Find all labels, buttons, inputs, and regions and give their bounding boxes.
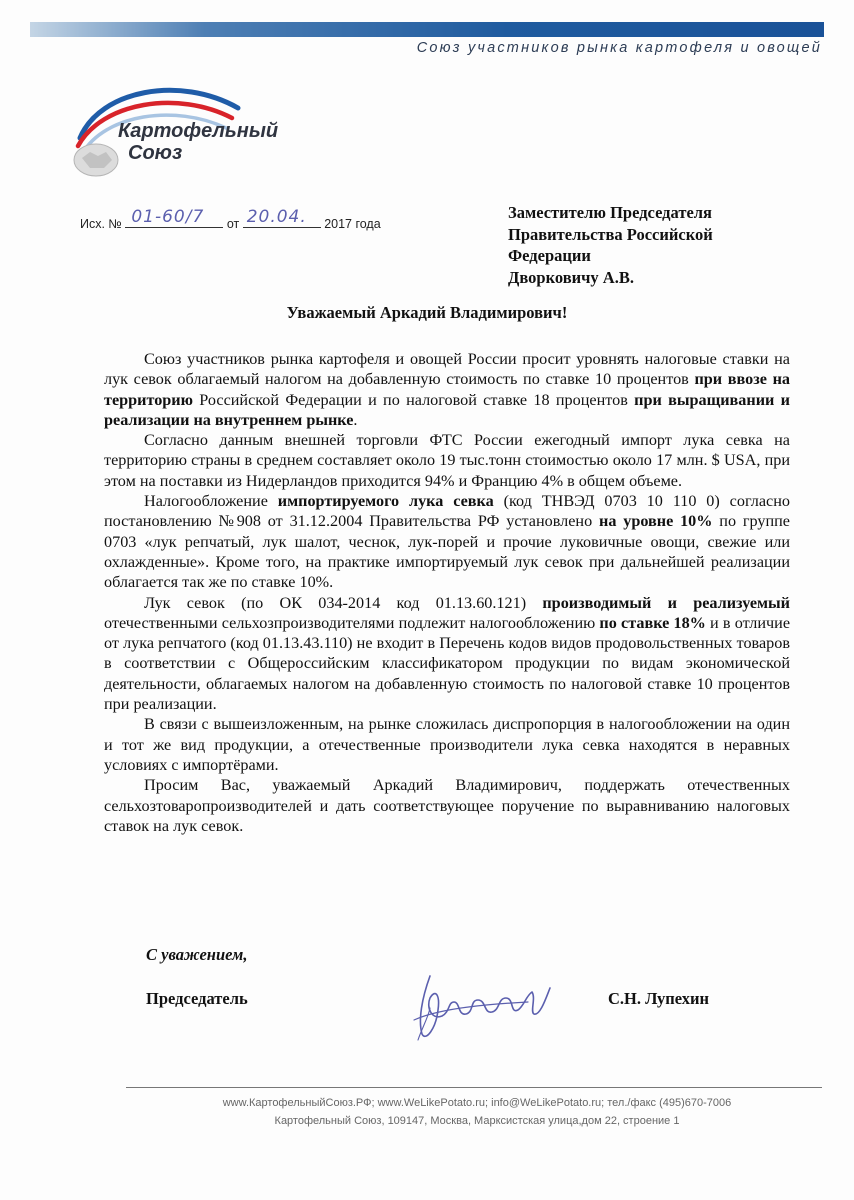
recipient-line: Правительства Российской <box>508 224 713 244</box>
handwritten-signature <box>400 958 560 1048</box>
text: . <box>353 410 358 429</box>
text: Согласно данным внешней торговли ФТС России ежегодный импорт лука севка на территорию страны в среднем составляет около 19 тыс.тонн стоимостью около 17 млн. $ USA, при этом на поставки из Нидерландов приходится 94% и Францию 4% в общем объеме. <box>104 431 790 490</box>
text: Российской Федерации и по налоговой ставке 18 процентов <box>193 390 635 409</box>
outgoing-prefix: Исх. № <box>80 217 122 231</box>
outgoing-date: 20.04. <box>246 207 307 227</box>
header-bar <box>30 22 824 37</box>
text: Налогообложение <box>144 492 278 511</box>
text: Просим Вас, уважаемый Аркадий Владимирович, поддержать отечественных сельхозтоваропроизводителей и дать соответствующее поручение по выравниванию налоговых ставок на лук севок. <box>104 776 790 835</box>
paragraph-3 <box>104 491 790 592</box>
signer-position: Председатель <box>146 989 248 1008</box>
paragraph-1 <box>104 349 790 430</box>
outgoing-reference <box>80 207 381 231</box>
bold-text: производимый и реализуемый <box>542 593 790 612</box>
logo-text-line2: Союз <box>128 142 183 164</box>
logo-text-line1: Картофельный <box>118 120 279 142</box>
paragraph-2 <box>104 430 790 491</box>
paragraph-5 <box>104 714 790 775</box>
recipient-block <box>508 202 713 288</box>
outgoing-number-field <box>125 207 223 228</box>
paragraph-6 <box>104 775 790 836</box>
text: В связи с вышеизложенным, на рынке сложилась диспропорция в налогообложении на один и тот же вид продукции, а отечественные производители лука севка находятся в неравных условиях с импортёрами. <box>104 715 790 774</box>
bold-text: по ставке 18% <box>599 613 706 632</box>
bold-text: на уровне 10% <box>599 512 713 531</box>
paragraph-4 <box>104 593 790 715</box>
footer-address: Картофельный Союз, 109147, Москва, Марксистская улица,дом 22, строение 1 <box>274 1115 680 1127</box>
recipient-line: Дворковичу А.В. <box>508 267 634 287</box>
bold-text: при ввозе на территорию <box>104 370 791 409</box>
letter-body <box>104 349 790 836</box>
text: отечественными сельхозпроизводителями подлежит налогообложению <box>104 613 600 632</box>
footer-divider <box>126 1087 822 1088</box>
text: и в отличие от лука репчатого (код 01.13.43.110) не входит в Перечень кодов видов продовольственных товаров в соответствии с Общероссийским классификатором продукции по видам экономической деятельности, облагаемых налогом на добавленную стоимость по налоговой ставке 10 процентов при реализации. <box>104 613 791 714</box>
organization-name: Союз участников рынка картофеля и овощей <box>416 40 822 56</box>
text: (код ТНВЭД 0703 10 110 0) согласно постановлению №908 от 31.12.2004 Правительства РФ установлено <box>104 492 790 531</box>
closing-phrase: С уважением, <box>146 945 248 964</box>
company-logo <box>60 80 279 190</box>
outgoing-from-label: от <box>226 217 240 231</box>
text: по группе 0703 «лук репчатый, лук шалот, чеснок, лук-порей и прочие луковичные овощи, свежие или охлажденные». Кроме того, на практике импортируемый лук севок при дальнейшей реализации облагается так же по ставке 10%. <box>104 512 790 592</box>
outgoing-year: 2017 года <box>324 217 381 231</box>
logo-graphic <box>60 80 279 190</box>
recipient-line: Федерации <box>508 246 591 265</box>
recipient-line: Заместителю Председателя <box>508 203 712 222</box>
footer-contacts: www.КартофельныйСоюз.РФ; www.WeLikePotato.ru; info@WeLikePotato.ru; тел./факс (495)670-7006 <box>222 1097 732 1109</box>
text: Союз участников рынка картофеля и овощей России просит уровнять налоговые ставки на лук севок облагаемый налогом на добавленную стоимость по ставке 10 процентов <box>104 350 790 389</box>
bold-text: при выращивании и реализации на внутреннем рынке <box>104 390 790 429</box>
text: Лук севок (по ОК 034-2014 код 01.13.60.121) <box>144 593 543 612</box>
outgoing-date-field <box>243 207 321 228</box>
signer-name: С.Н. Лупехин <box>608 989 710 1008</box>
outgoing-number: 01-60/7 <box>131 207 205 227</box>
bold-text: импортируемого лука севка <box>277 492 494 511</box>
salutation: Уважаемый Аркадий Владимирович! <box>286 303 568 322</box>
